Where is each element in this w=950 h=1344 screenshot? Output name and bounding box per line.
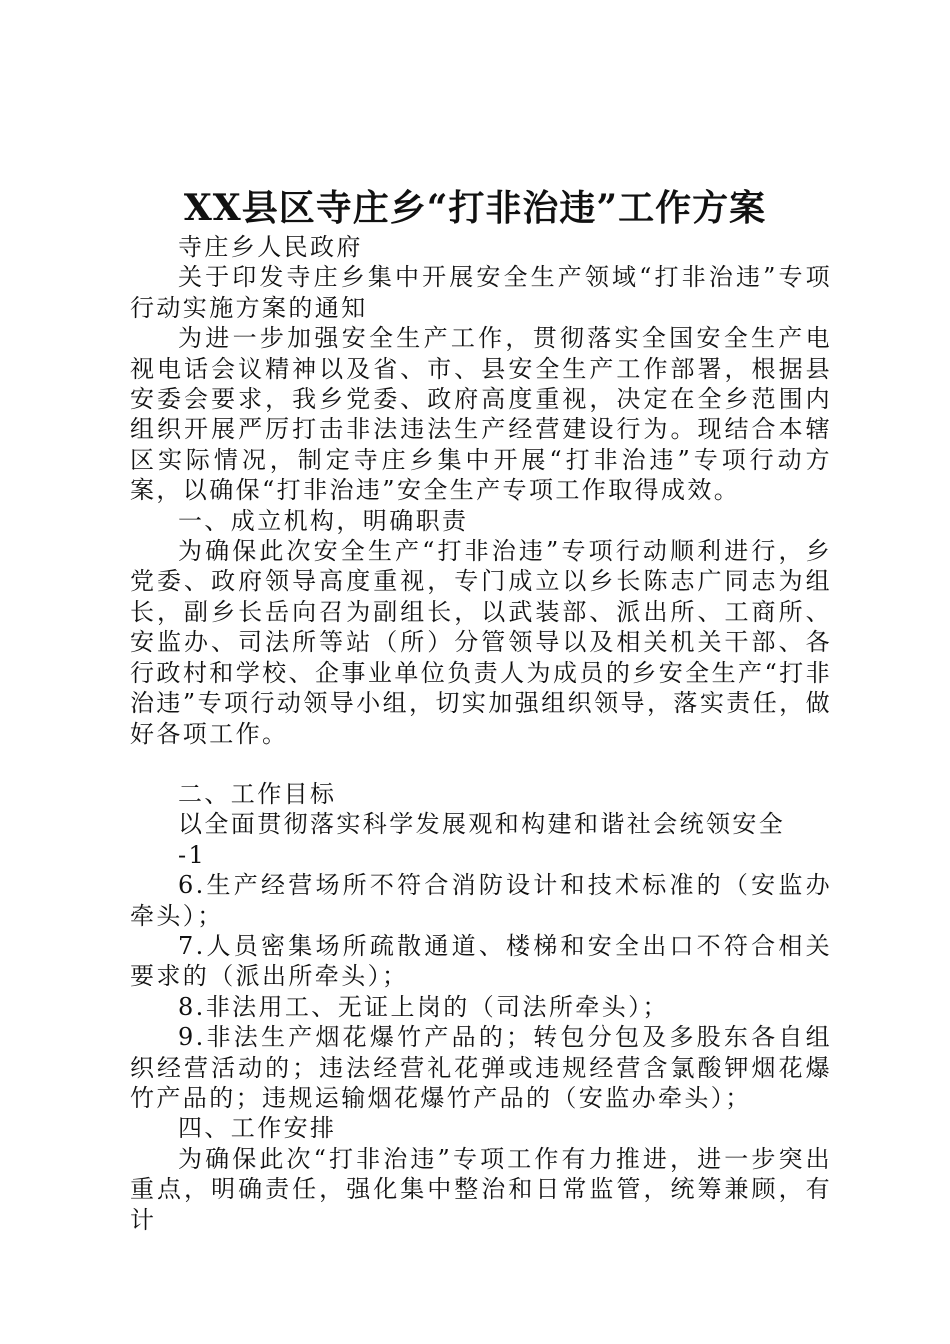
section-heading-2: 二、工作目标 [178,779,337,808]
list-item-9: 9.非法生产烟花爆竹产品的；转包分包及多股东各自组织经营活动的；违法经营礼花弹或违规经营含氯酸钾烟花爆竹产品的；违规运输烟花爆竹产品的（安监办牵头）； [130,1023,832,1112]
document-title: XX县区寺庄乡“打非治违”工作方案 [183,187,767,229]
paragraph-arrangement: 为确保此次“打非治违”专项工作有力推进，进一步突出重点，明确责任，强化集中整治和日常监管，统筹兼顾，有计 [130,1144,832,1234]
section-heading-1: 一、成立机构，明确职责 [178,506,469,535]
page-marker: -1 [178,840,207,869]
paragraph-goals: 以全面贯彻落实科学发展观和构建和谐社会统领安全 [178,810,786,839]
section-heading-4: 四、工作安排 [178,1114,337,1143]
list-item-7: 7.人员密集场所疏散通道、楼梯和安全出口不符合相关要求的（派出所牵头）； [130,931,832,991]
paragraph-issuer: 寺庄乡人民政府 [178,233,363,261]
paragraph-intro: 为进一步加强安全生产工作，贯彻落实全国安全生产电视电话会议精神以及省、市、县安全生产工作部署，根据县安委会要求，我乡党委、政府高度重视，决定在全乡范围内组织开展严厉打击非法违法生产经营建设行为。现结合本辖区实际情况，制定寺庄乡集中开展“打非治违”专项行动方案，以确保“打非治违”安全生产专项工作取得成效。 [130,324,832,505]
document-body [130,232,832,1235]
list-item-6: 6.生产经营场所不符合消防设计和技术标准的（安监办牵头）； [130,871,832,930]
list-item-8: 8.非法用工、无证上岗的（司法所牵头）； [178,992,669,1021]
paragraph-organization: 为确保此次安全生产“打非治违”专项行动顺利进行，乡党委、政府领导高度重视，专门成立以乡长陈志广同志为组长，副乡长岳向召为副组长，以武装部、派出所、工商所、安监办、司法所等站（所）分管领导以及相关机关干部、各行政村和学校、企事业单位负责人为成员的乡安全生产“打非治违”专项行动领导小组，切实加强组织领导，落实责任，做好各项工作。 [130,537,832,748]
paragraph-notice-title: 关于印发寺庄乡集中开展安全生产领域“打非治违”专项行动实施方案的通知 [130,263,832,322]
